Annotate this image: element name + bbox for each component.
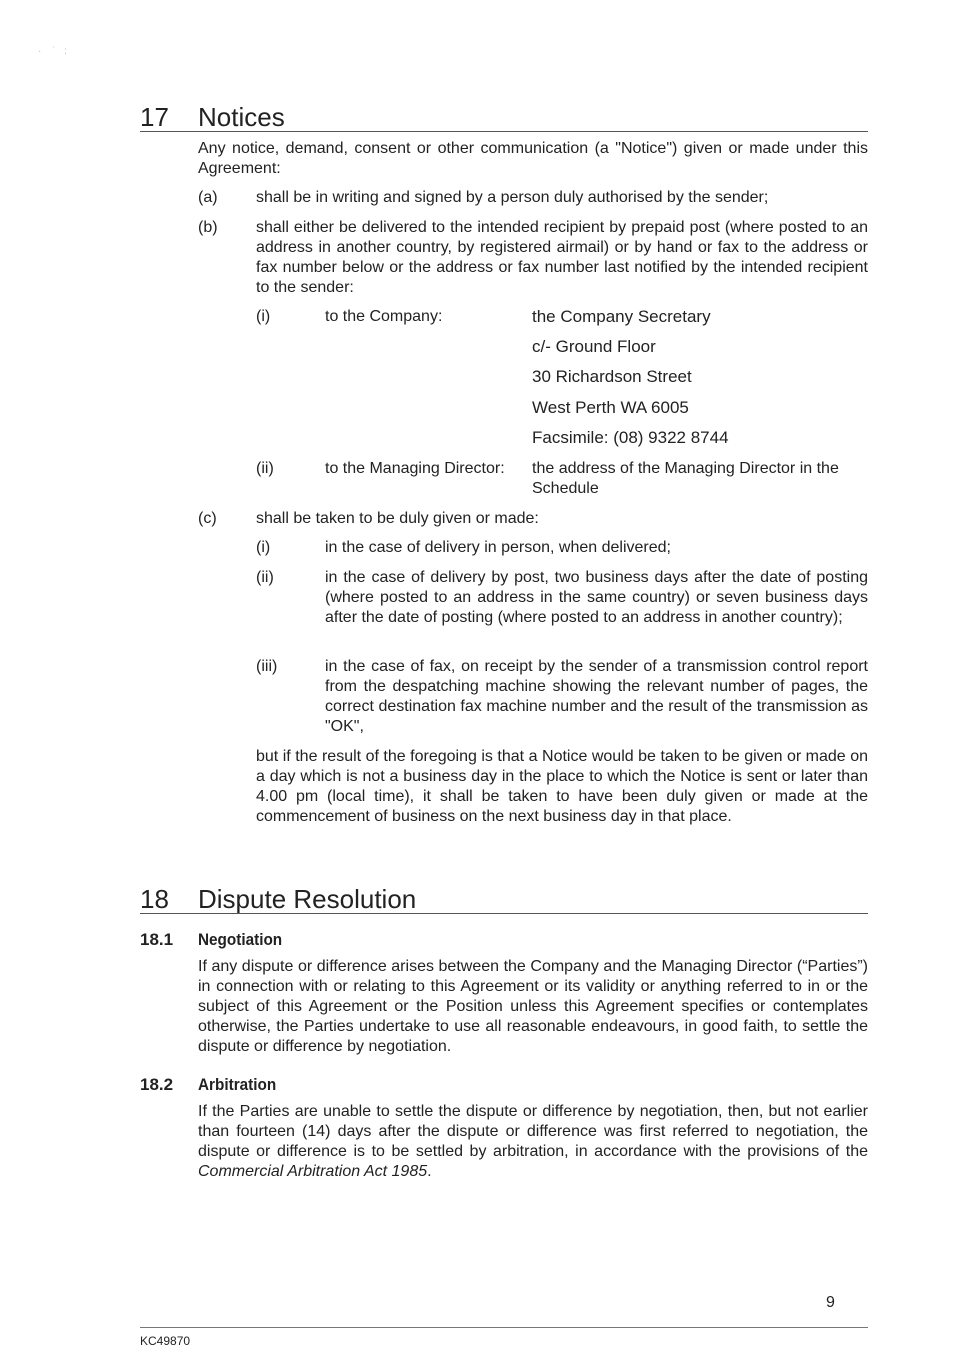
clause-a-text: shall be in writing and signed by a person duly authorised by the sender; [256,189,769,206]
clause-c-i-text: in the case of delivery in person, when delivered; [325,539,671,556]
clause-c-i-label: (i) [256,539,271,556]
clause-b-ii-label: (ii) [256,460,274,477]
subsection-18-1-title: Negotiation [198,930,283,949]
document-code: KC49870 [140,1334,191,1348]
clause-a-label: (a) [198,189,218,206]
clause-c-text: shall be taken to be duly given or made: [256,510,539,527]
act-name: Commercial Arbitration Act 1985 [198,1163,428,1180]
section-18-rule [140,913,868,914]
company-address-line-1: the Company Secretary [532,307,711,326]
subsection-18-2-end: . [427,1163,432,1180]
section-17-number: 17 [140,102,169,132]
clause-c-iii-text: in the case of fax, on receipt by the sender of a transmission control report from the despatching machine showing the relevant number of pages, the correct destination fax machine number and the result of the transmission as "OK", [325,658,868,735]
section-18-number: 18 [140,884,169,914]
company-address-line-3: 30 Richardson Street [532,367,692,386]
subsection-18-2-number: 18.2 [140,1075,174,1094]
scan-artifact: · ˙ : [38,46,67,57]
footer-rule [140,1327,868,1328]
subsection-18-2-body: If the Parties are unable to settle the dispute or difference by negotiation, then, but not earlier than fourteen (14) days after the dispute or difference was first referred to negotiation, the dispute or difference is to be settled by arbitration, in accordance with the provisions of the [198,1103,868,1160]
clause-c-label: (c) [198,510,217,527]
company-address-line-2: c/- Ground Floor [532,337,656,356]
clause-c-ii-text: in the case of delivery by post, two business days after the date of posting (where posted to an address in the same country) or seven business days after the date of posting (where posted to an address in another country); [325,569,868,626]
clause-c-iii-label: (iii) [256,658,278,675]
clause-c-ii-label: (ii) [256,569,274,586]
company-address-line-4: West Perth WA 6005 [532,398,689,417]
section-17-title: Notices [198,102,285,132]
section-17-rule [140,131,868,132]
subsection-18-2-title: Arbitration [198,1075,277,1094]
clause-b-text: shall either be delivered to the intended recipient by prepaid post (where posted to an address in another country, by registered airmail) or by hand or fax to the address or fax number below or the address or fax number last notified by the intended recipient to the sender: [256,219,868,296]
subsection-18-2-text [198,1102,868,1182]
subsection-18-1-text: If any dispute or difference arises between the Company and the Managing Director (“Parties”) in connection with or relating to this Agreement or its validity or anything referred to in or the subject of this Agreement or the Position unless this Agreement specifies or contemplates otherwise, the Parties undertake to use all reasonable endeavours, in good faith, to settle the dispute or difference by negotiation. [198,958,868,1055]
clause-b-i-label: (i) [256,308,271,325]
clause-b-ii-address: the address of the Managing Director in the Schedule [532,460,839,497]
subsection-18-1-number: 18.1 [140,930,174,949]
section-17-intro: Any notice, demand, consent or other communication (a "Notice") given or made under this Agreement: [198,140,868,177]
proviso-text: but if the result of the foregoing is that a Notice would be taken to be given or made on a day which is not a business day in the place to which the Notice is sent or later than 4.00 pm (local time), it shall be taken to have been duly given or made at the commencement of business on the next business day in that place. [256,748,868,825]
section-18-title: Dispute Resolution [198,884,417,914]
page-number: 9 [826,1294,835,1311]
clause-b-label: (b) [198,219,218,236]
company-fax: Facsimile: (08) 9322 8744 [532,428,729,447]
clause-b-ii-recipient: to the Managing Director: [325,460,505,477]
clause-b-i-recipient: to the Company: [325,308,443,325]
